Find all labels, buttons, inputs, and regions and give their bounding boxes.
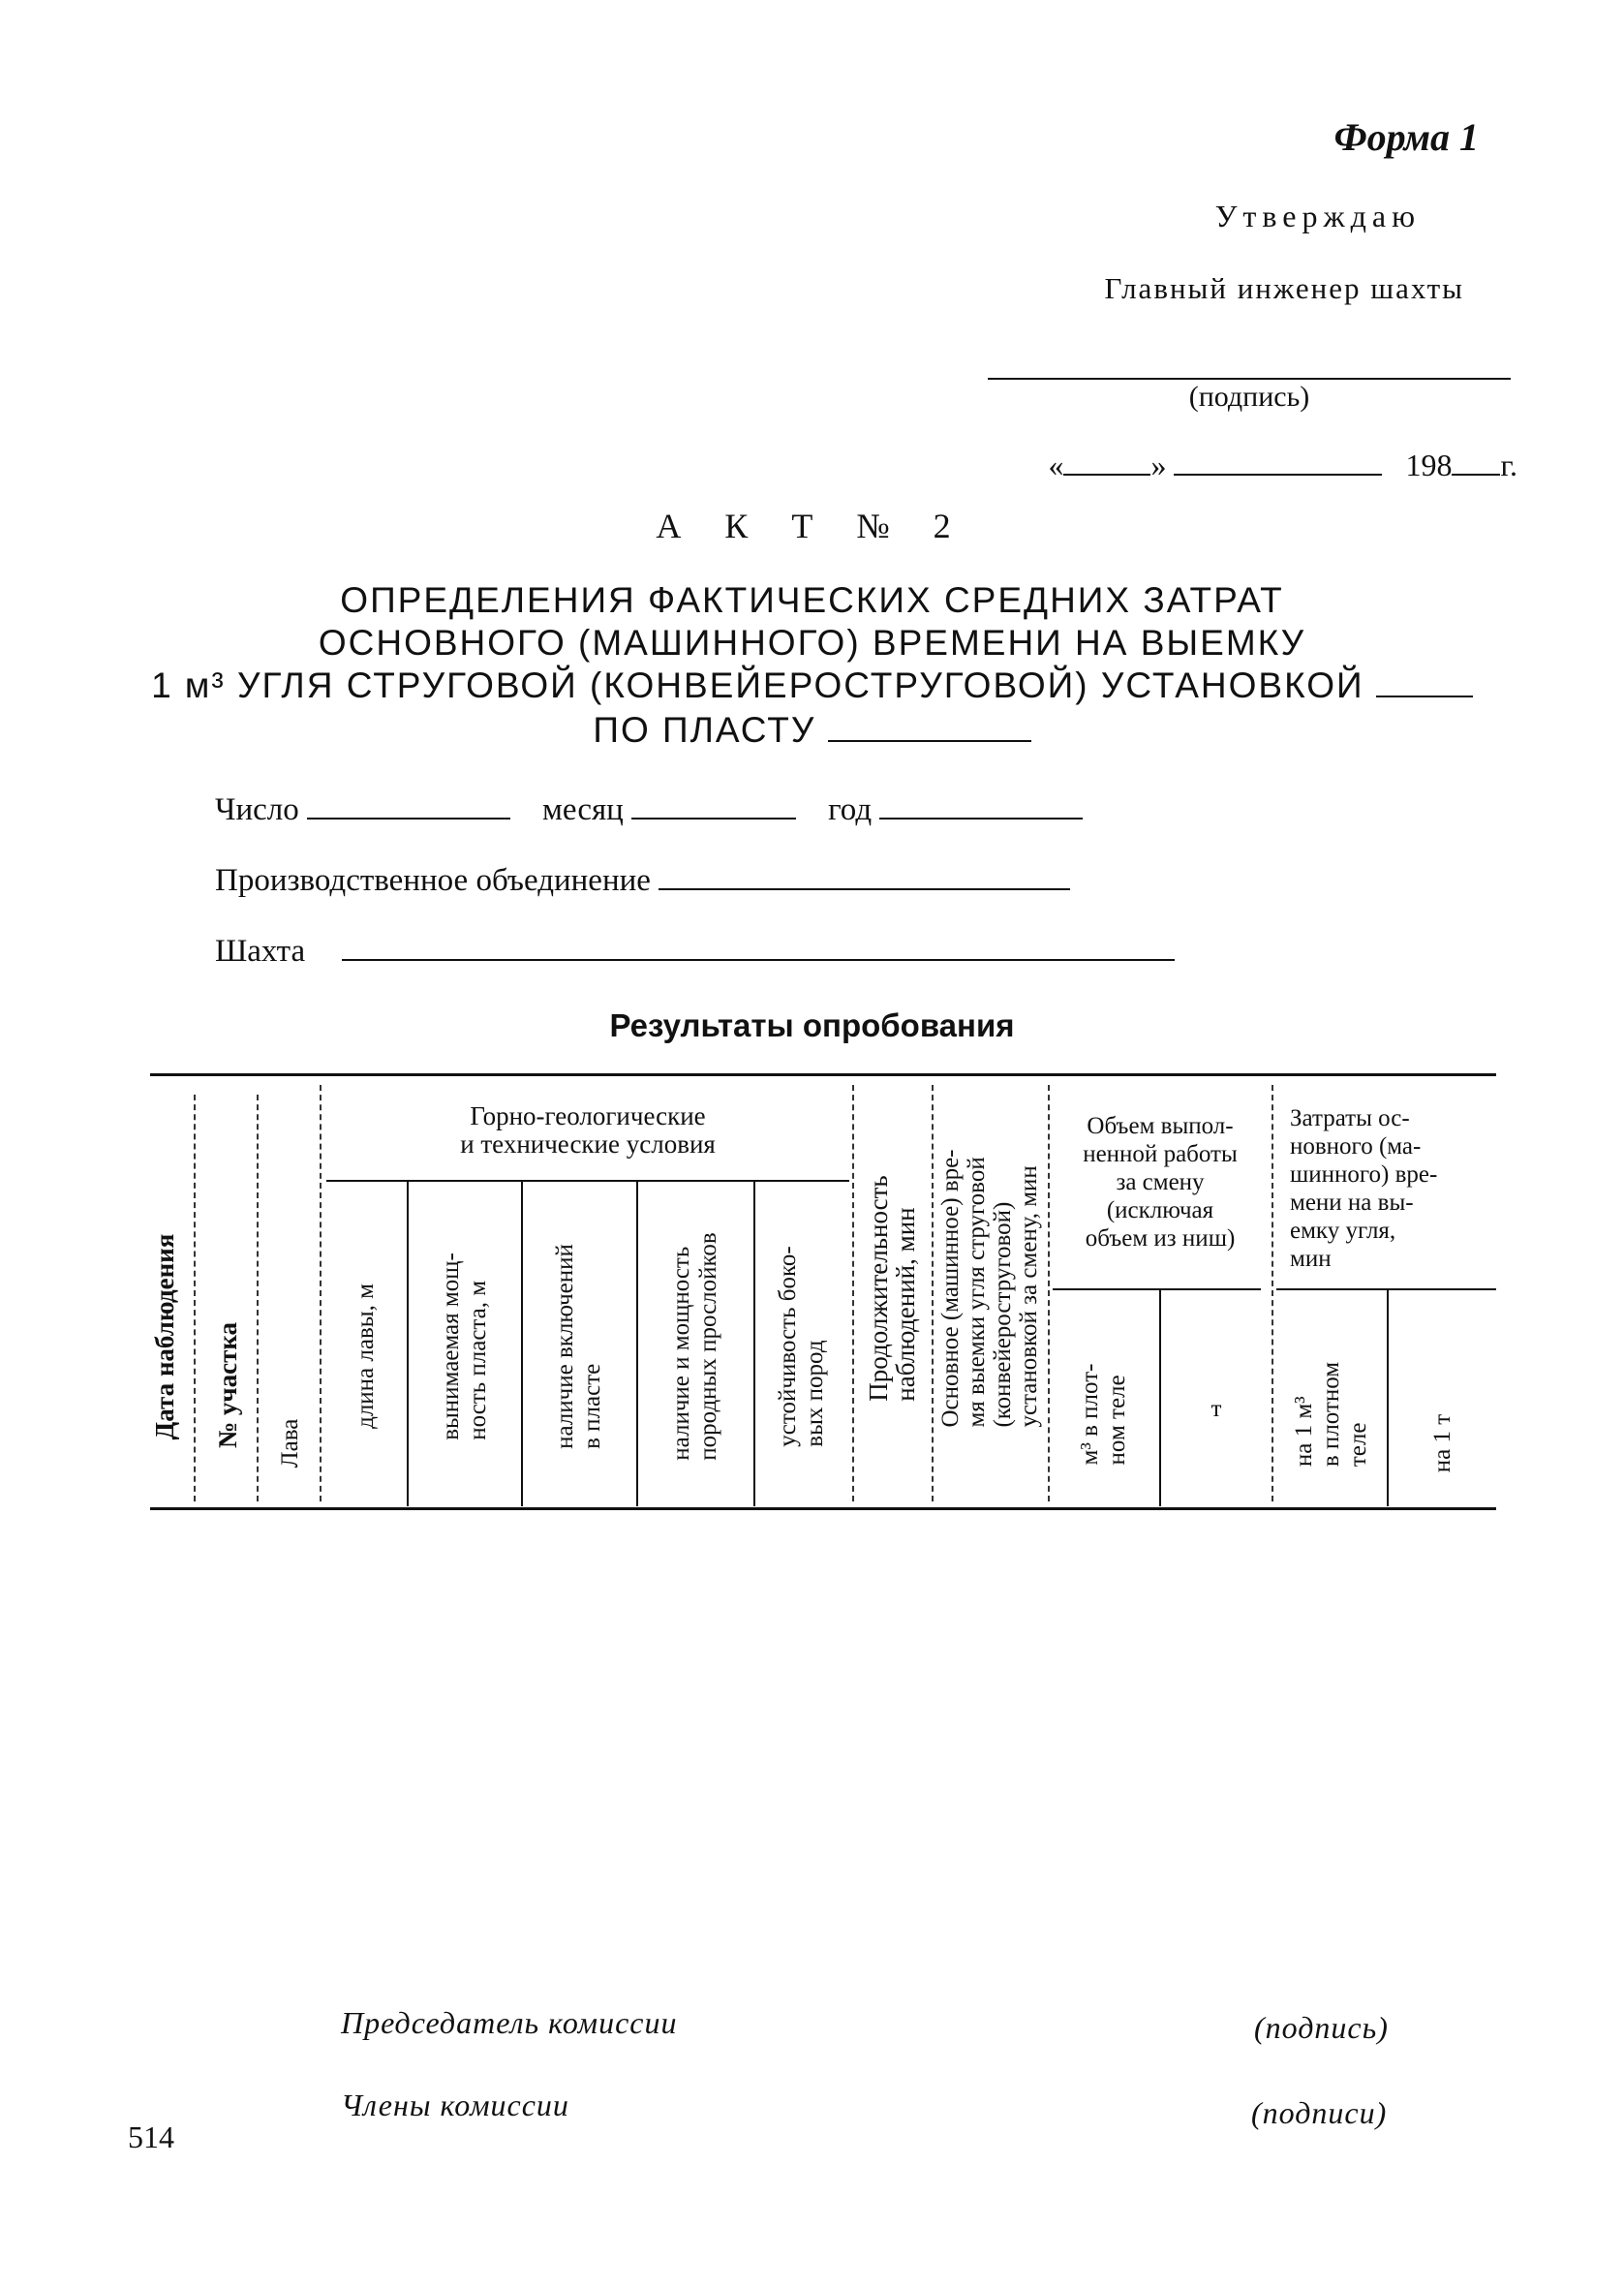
association-label: Производственное объединение [215,863,651,898]
year-label: год [828,792,873,827]
volume-subheader-rule [1053,1288,1261,1290]
act-title-line-4: ПО ПЛАСТУ [0,709,1624,752]
act-heading: А К Т № 2 [656,507,968,545]
day-label: Число [215,792,299,827]
form-label: Форма 1 [1333,115,1479,159]
col-sep [1159,1290,1161,1506]
col-vol-m3: м³ в плот- ном теле [1077,1363,1130,1466]
col-interlayers: наличие и мощность породных прослойков [668,1232,721,1461]
col-cost-t: на 1 т [1429,1413,1455,1473]
date-suffix: г. [1500,448,1517,482]
col-vol-t: т [1210,1396,1222,1422]
chair-signature: (подпись) [1254,2010,1389,2045]
col-sep [257,1095,259,1501]
approver-title: Главный инженер шахты [1104,271,1464,305]
approve-label: Утверждаю [1214,199,1421,233]
col-sep [1048,1085,1050,1501]
group-volume: Объем выпол- ненной работы за смену (исключая объем из ниш) [1083,1113,1238,1252]
signature-caption: (подпись) [1188,381,1310,413]
group-geo: Горно-геологические и технические условия [460,1101,716,1159]
col-stability: устойчивость боко- вых пород [775,1246,828,1447]
members-label: Члены комиссии [341,2088,569,2122]
col-sep [1272,1085,1273,1501]
act-title-line-3: 1 м³ УГЛЯ СТРУГОВОЙ (КОНВЕЙЕРОСТРУГОВОЙ) УСТАНОВКОЙ [0,665,1624,707]
col-duration: Продолжительность наблюдений, мин [864,1175,920,1402]
col-cost-m3: на 1 м³ в плотном теле [1291,1361,1371,1468]
col-main-time: Основное (машинное) вре- мя выемки угля струговой (конвейероструговой) установкой за смену, мин [937,1149,1042,1428]
col-sep [521,1182,523,1506]
results-title: Результаты опробования [609,1007,1015,1043]
page-number: 514 [128,2119,174,2154]
mine-label: Шахта [215,934,306,969]
col-sep [320,1085,322,1501]
col-date: Дата наблюдения [150,1233,179,1440]
col-length: длина лавы, м [352,1284,379,1429]
col-thickness: вынимаемая мощ- ность пласта, м [438,1253,491,1440]
col-inclusions: наличие включений в пласте [552,1244,605,1449]
geo-subheader-rule [326,1180,849,1182]
col-sep [852,1085,854,1501]
members-signature: (подписи) [1251,2095,1388,2130]
table-bottom-rule [150,1507,1496,1510]
month-label: месяц [541,792,624,827]
col-lava: Лава [277,1418,303,1469]
table-top-rule [150,1073,1496,1076]
col-sep [1387,1290,1389,1506]
col-sep [753,1182,755,1506]
group-cost: Затраты ос- новного (ма- шинного) вре- мени на вы- емку угля, мин [1290,1105,1438,1272]
col-section: № участка [213,1321,242,1449]
chair-label: Председатель комиссии [341,2005,678,2040]
col-sep [636,1182,638,1506]
date-year: 198 [1405,448,1453,482]
col-sep [407,1182,409,1506]
act-title-line-1: ОПРЕДЕЛЕНИЯ ФАКТИЧЕСКИХ СРЕДНИХ ЗАТРАТ [340,580,1284,620]
approval-date: « » 198 г. [1048,448,1517,482]
col-sep [932,1085,934,1501]
col-sep [194,1095,196,1501]
act-title-line-2: ОСНОВНОГО (МАШИННОГО) ВРЕМЕНИ НА ВЫЕМКУ [318,623,1306,663]
